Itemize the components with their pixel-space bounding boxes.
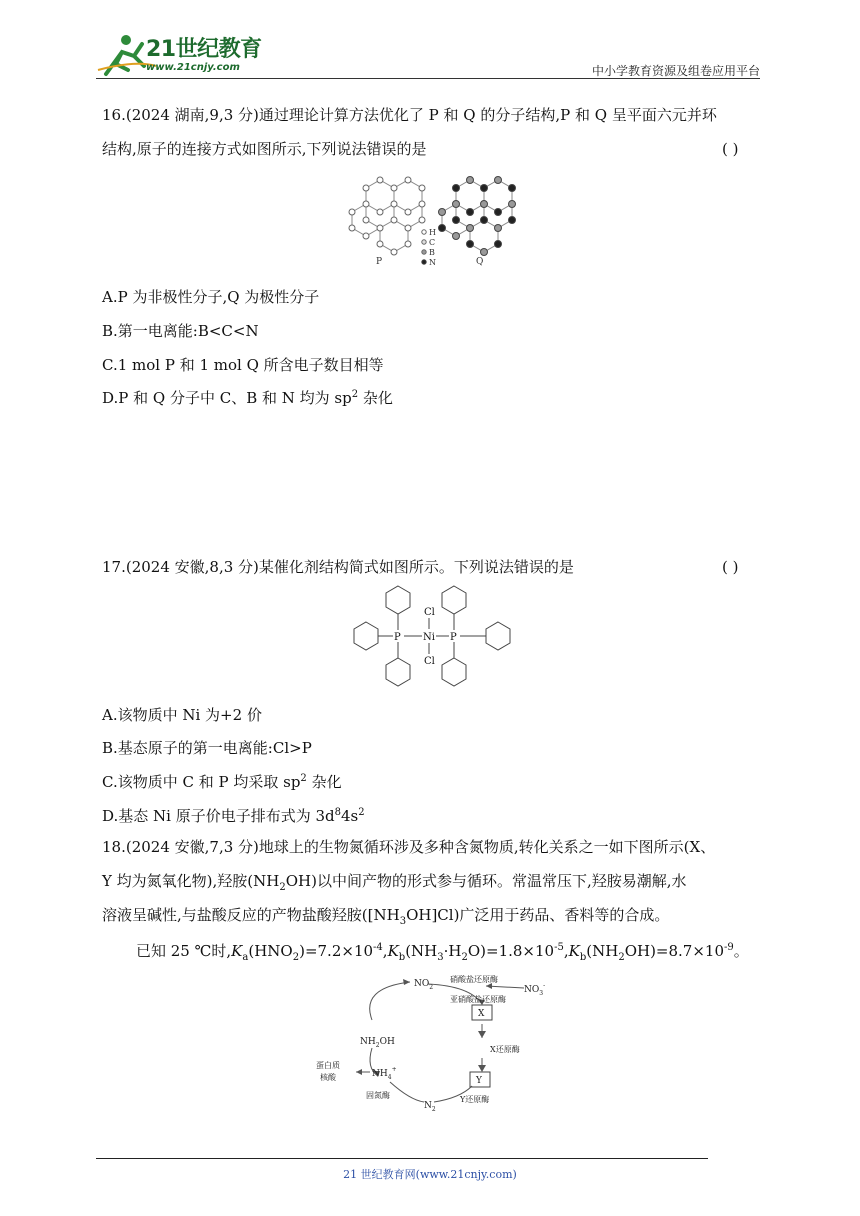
legend-b: B xyxy=(429,248,435,257)
header-divider xyxy=(96,78,760,79)
q18-known-constants: 已知 25 ℃时$,K_a(HNO_2)=7.2\times 10^{-4},K_b(NH_3\cdot H_2O)=1.8\times 10^{-5},K_b(NH_2OH)=8.7\times 10^{-9}$。 xyxy=(136,942,749,963)
q18-stem-line2: Y 均为氮氧化物),羟胺$(NH_2OH)$以中间产物的形式参与循环。常温常压下,羟胺易潮解,水 xyxy=(102,872,687,893)
cycle-enzyme-nitrite: 亚硝酸盐还原酶 xyxy=(450,995,506,1004)
q17-answer-bracket: ( ) xyxy=(722,558,739,576)
q17-option-b: B.基态原子的第一电离能:Cl>P xyxy=(102,739,312,757)
q17-complex-figure xyxy=(348,584,516,690)
platform-name: 中小学教育资源及组卷应用平台 xyxy=(591,64,760,78)
q16-option-d: D.P 和 Q 分子中 C、B 和 N 均为 $sp^2$ 杂化 xyxy=(102,389,393,407)
q16-option-c: C.1 mol P 和 1 mol Q 所含电子数目相等 xyxy=(102,356,384,374)
q17-option-a: A.该物质中 Ni 为+2 价 xyxy=(102,706,262,724)
q16-legend xyxy=(422,228,436,267)
cycle-x: X xyxy=(478,1009,485,1019)
molecule-q xyxy=(442,180,512,252)
q16-answer-bracket: ( ) xyxy=(722,140,739,158)
q17-option-d: D.基态 Ni 原子价电子排布式为 $3d^84s^2$ xyxy=(102,807,365,825)
cycle-n2: $N_2$ xyxy=(424,1101,436,1113)
p-right: P xyxy=(450,632,457,643)
q18-stem-line1: 18.(2024 安徽,7,3 分)地球上的生物氮循环涉及多种含氮物质,转化关系之一如下图所示(X、 xyxy=(102,838,716,856)
logo-text: 21世纪教育 xyxy=(146,37,262,62)
q17-option-c: C.该物质中 C 和 P 均采取 $sp^2$ 杂化 xyxy=(102,773,342,791)
cycle-no3: $NO_3^-$ xyxy=(524,982,546,997)
footer-text[interactable]: 21 世纪教育网(www.21cnjy.com) xyxy=(343,1168,517,1181)
cycle-fix-enzyme: 固氮酶 xyxy=(366,1091,390,1100)
ni-center: Ni xyxy=(423,632,435,643)
cycle-nh2oh: $NH_2OH$ xyxy=(360,1037,395,1049)
footer-divider xyxy=(96,1158,708,1159)
p-left: P xyxy=(394,632,401,643)
legend-n: N xyxy=(429,258,436,267)
q18-stem-line3: 溶液呈碱性,与盐酸反应的产物盐酸羟胺$([NH_3OH]Cl)$广泛用于药品、香料等的合成。 xyxy=(102,906,670,927)
q16-option-a: A.P 为非极性分子,Q 为极性分子 xyxy=(102,288,320,306)
cycle-no2: $NO_2$ xyxy=(414,979,434,991)
q18-nitrogen-cycle-figure xyxy=(300,972,550,1116)
q16-stem-line2: 结构,原子的连接方式如图所示,下列说法错误的是 xyxy=(102,140,427,158)
cycle-x-enzyme: X还原酶 xyxy=(490,1045,520,1054)
cycle-protein: 蛋白质 xyxy=(316,1061,340,1070)
label-p: P xyxy=(376,257,383,267)
logo-url: www.21cnjy.com xyxy=(146,62,240,73)
legend-h: H xyxy=(429,228,436,237)
q16-stem-line1: 16.(2024 湖南,9,3 分)通过理论计算方法优化了 P 和 Q 的分子结构,P 和 Q 呈平面六元并环 xyxy=(102,106,717,124)
q16-option-b: B.第一电离能:B<C<N xyxy=(102,322,259,340)
q17-stem: 17.(2024 安徽,8,3 分)某催化剂结构简式如图所示。下列说法错误的是 xyxy=(102,558,574,576)
q16-molecule-figure xyxy=(336,168,532,276)
label-q: Q xyxy=(476,257,484,267)
molecule-p-atoms xyxy=(349,177,425,255)
molecule-p xyxy=(352,180,422,252)
cl-bottom: Cl xyxy=(424,656,435,667)
cycle-y-enzyme: Y还原酶 xyxy=(460,1095,490,1104)
legend-c: C xyxy=(429,238,436,247)
cl-top: Cl xyxy=(424,607,435,618)
cycle-nucleic-acid: 核酸 xyxy=(320,1073,336,1082)
cycle-enzyme-nitrate: 硝酸盐还原酶 xyxy=(450,975,498,984)
cycle-nh4: $NH_4^+$ xyxy=(372,1066,397,1081)
molecule-q-atoms xyxy=(439,177,516,256)
cycle-y: Y xyxy=(476,1076,482,1086)
